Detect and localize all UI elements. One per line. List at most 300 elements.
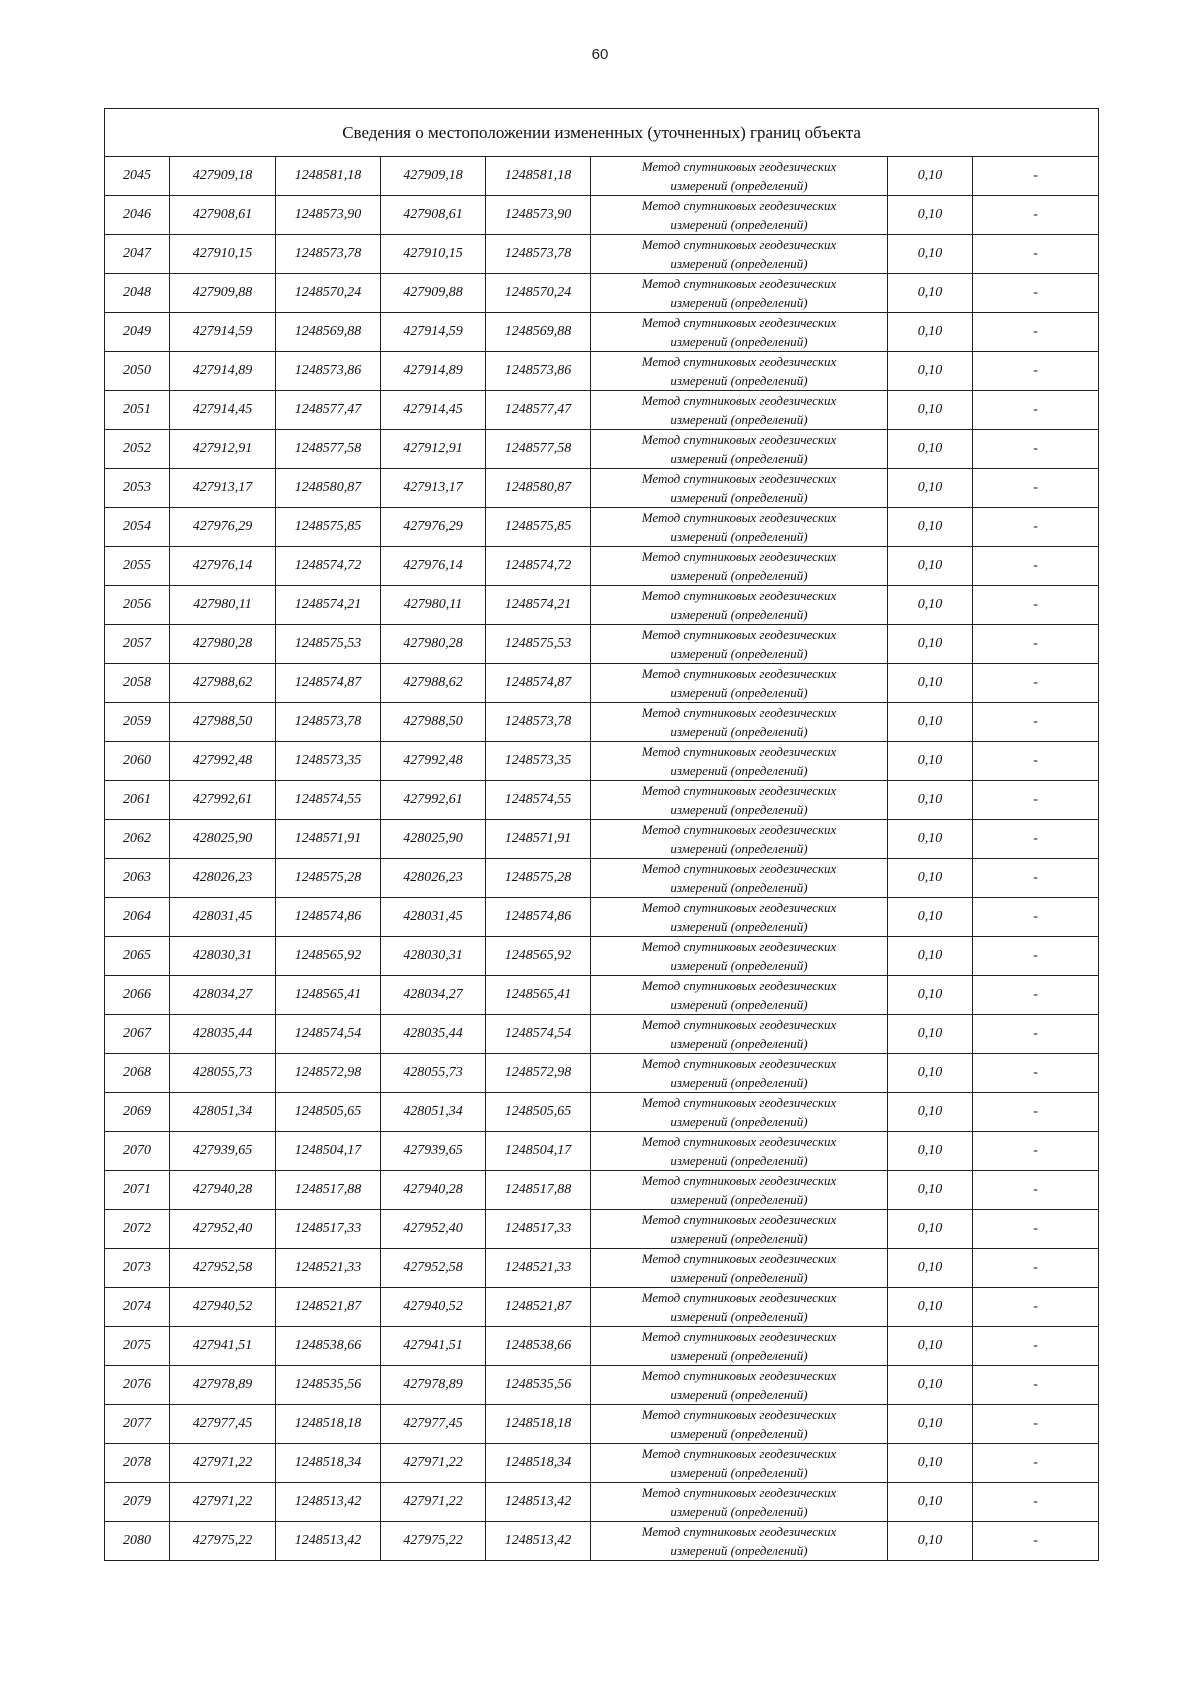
y-new-cell: 1248569,88	[486, 313, 591, 352]
method-line-2: измерений (определений)	[670, 1114, 808, 1129]
accuracy-cell: 0,10	[888, 391, 973, 430]
accuracy-cell: 0,10	[888, 1288, 973, 1327]
y-new-cell: 1248573,90	[486, 196, 591, 235]
method-line-1: Метод спутниковых геодезических	[641, 471, 837, 486]
x-existing-cell: 427914,89	[170, 352, 276, 391]
accuracy-cell: 0,10	[888, 1366, 973, 1405]
method-line-2: измерений (определений)	[670, 1192, 808, 1207]
method-line-2: измерений (определений)	[670, 607, 808, 622]
point-number-cell: 2069	[105, 1093, 170, 1132]
method-line-1: Метод спутниковых геодезических	[641, 393, 837, 408]
y-existing-cell: 1248505,65	[276, 1093, 381, 1132]
y-new-cell: 1248573,78	[486, 235, 591, 274]
description-cell: -	[973, 430, 1099, 469]
point-number-cell: 2065	[105, 937, 170, 976]
description-cell: -	[973, 274, 1099, 313]
table-row	[105, 391, 1099, 430]
accuracy-cell: 0,10	[888, 1522, 973, 1561]
y-new-cell: 1248573,78	[486, 703, 591, 742]
y-existing-cell: 1248574,72	[276, 547, 381, 586]
y-new-cell: 1248575,53	[486, 625, 591, 664]
method-line-1: Метод спутниковых геодезических	[641, 978, 837, 993]
method-cell	[591, 820, 888, 859]
y-new-cell: 1248518,18	[486, 1405, 591, 1444]
y-existing-cell: 1248573,90	[276, 196, 381, 235]
method-line-1: Метод спутниковых геодезических	[641, 705, 837, 720]
method-line-2: измерений (определений)	[670, 412, 808, 427]
description-cell: -	[973, 820, 1099, 859]
x-existing-cell: 427992,48	[170, 742, 276, 781]
x-new-cell: 427988,62	[381, 664, 486, 703]
method-cell	[591, 625, 888, 664]
method-cell	[591, 1444, 888, 1483]
x-existing-cell: 427980,28	[170, 625, 276, 664]
table-row	[105, 1288, 1099, 1327]
method-line-1: Метод спутниковых геодезических	[641, 237, 837, 252]
x-new-cell: 427976,29	[381, 508, 486, 547]
method-line-1: Метод спутниковых геодезических	[641, 354, 837, 369]
table-row	[105, 1444, 1099, 1483]
y-new-cell: 1248573,86	[486, 352, 591, 391]
table-row	[105, 547, 1099, 586]
y-existing-cell: 1248570,24	[276, 274, 381, 313]
accuracy-cell: 0,10	[888, 781, 973, 820]
x-existing-cell: 427914,59	[170, 313, 276, 352]
description-cell: -	[973, 937, 1099, 976]
table-row	[105, 313, 1099, 352]
y-existing-cell: 1248569,88	[276, 313, 381, 352]
method-line-1: Метод спутниковых геодезических	[641, 1407, 837, 1422]
accuracy-cell: 0,10	[888, 1093, 973, 1132]
y-new-cell: 1248505,65	[486, 1093, 591, 1132]
method-line-2: измерений (определений)	[670, 802, 808, 817]
point-number-cell: 2080	[105, 1522, 170, 1561]
description-cell: -	[973, 157, 1099, 196]
y-existing-cell: 1248521,87	[276, 1288, 381, 1327]
y-new-cell: 1248580,87	[486, 469, 591, 508]
description-cell: -	[973, 1522, 1099, 1561]
description-cell: -	[973, 352, 1099, 391]
table-row	[105, 1210, 1099, 1249]
x-existing-cell: 427909,88	[170, 274, 276, 313]
x-existing-cell: 427971,22	[170, 1483, 276, 1522]
table-row	[105, 274, 1099, 313]
x-existing-cell: 428030,31	[170, 937, 276, 976]
accuracy-cell: 0,10	[888, 586, 973, 625]
method-line-2: измерений (определений)	[670, 841, 808, 856]
table-row	[105, 1132, 1099, 1171]
point-number-cell: 2064	[105, 898, 170, 937]
accuracy-cell: 0,10	[888, 742, 973, 781]
y-existing-cell: 1248574,55	[276, 781, 381, 820]
x-new-cell: 427914,59	[381, 313, 486, 352]
x-new-cell: 427971,22	[381, 1483, 486, 1522]
method-cell	[591, 976, 888, 1015]
point-number-cell: 2067	[105, 1015, 170, 1054]
point-number-cell: 2051	[105, 391, 170, 430]
x-existing-cell: 427914,45	[170, 391, 276, 430]
x-new-cell: 428034,27	[381, 976, 486, 1015]
point-number-cell: 2073	[105, 1249, 170, 1288]
point-number-cell: 2055	[105, 547, 170, 586]
description-cell: -	[973, 898, 1099, 937]
table-row	[105, 1327, 1099, 1366]
description-cell: -	[973, 1015, 1099, 1054]
x-existing-cell: 427908,61	[170, 196, 276, 235]
method-line-2: измерений (определений)	[670, 568, 808, 583]
method-line-2: измерений (определений)	[670, 1231, 808, 1246]
x-existing-cell: 428031,45	[170, 898, 276, 937]
point-number-cell: 2046	[105, 196, 170, 235]
method-line-1: Метод спутниковых геодезических	[641, 1173, 837, 1188]
x-new-cell: 427914,45	[381, 391, 486, 430]
method-line-2: измерений (определений)	[670, 490, 808, 505]
description-cell: -	[973, 703, 1099, 742]
method-cell	[591, 1522, 888, 1561]
point-number-cell: 2077	[105, 1405, 170, 1444]
y-new-cell: 1248517,88	[486, 1171, 591, 1210]
accuracy-cell: 0,10	[888, 703, 973, 742]
table-row	[105, 430, 1099, 469]
method-line-1: Метод спутниковых геодезических	[641, 1290, 837, 1305]
point-number-cell: 2060	[105, 742, 170, 781]
x-new-cell: 427940,28	[381, 1171, 486, 1210]
y-existing-cell: 1248518,34	[276, 1444, 381, 1483]
point-number-cell: 2072	[105, 1210, 170, 1249]
y-new-cell: 1248517,33	[486, 1210, 591, 1249]
x-existing-cell: 427941,51	[170, 1327, 276, 1366]
y-new-cell: 1248513,42	[486, 1522, 591, 1561]
method-line-2: измерений (определений)	[670, 1153, 808, 1168]
accuracy-cell: 0,10	[888, 235, 973, 274]
x-existing-cell: 427912,91	[170, 430, 276, 469]
method-cell	[591, 1288, 888, 1327]
method-line-1: Метод спутниковых геодезических	[641, 159, 837, 174]
method-cell	[591, 703, 888, 742]
y-new-cell: 1248571,91	[486, 820, 591, 859]
table-row	[105, 664, 1099, 703]
description-cell: -	[973, 1054, 1099, 1093]
page-number: 60	[591, 46, 609, 63]
method-line-2: измерений (определений)	[670, 919, 808, 934]
table-row	[105, 1366, 1099, 1405]
method-line-2: измерений (определений)	[670, 529, 808, 544]
accuracy-cell: 0,10	[888, 274, 973, 313]
y-new-cell: 1248518,34	[486, 1444, 591, 1483]
y-existing-cell: 1248513,42	[276, 1483, 381, 1522]
method-line-1: Метод спутниковых геодезических	[641, 1368, 837, 1383]
x-existing-cell: 428034,27	[170, 976, 276, 1015]
y-new-cell: 1248574,55	[486, 781, 591, 820]
point-number-cell: 2047	[105, 235, 170, 274]
accuracy-cell: 0,10	[888, 352, 973, 391]
x-existing-cell: 427971,22	[170, 1444, 276, 1483]
description-cell: -	[973, 391, 1099, 430]
accuracy-cell: 0,10	[888, 1444, 973, 1483]
method-cell	[591, 430, 888, 469]
y-existing-cell: 1248517,33	[276, 1210, 381, 1249]
x-new-cell: 428026,23	[381, 859, 486, 898]
x-new-cell: 428055,73	[381, 1054, 486, 1093]
method-cell	[591, 391, 888, 430]
y-existing-cell: 1248571,91	[276, 820, 381, 859]
x-existing-cell: 427910,15	[170, 235, 276, 274]
y-existing-cell: 1248518,18	[276, 1405, 381, 1444]
y-existing-cell: 1248575,53	[276, 625, 381, 664]
point-number-cell: 2078	[105, 1444, 170, 1483]
accuracy-cell: 0,10	[888, 1132, 973, 1171]
method-line-1: Метод спутниковых геодезических	[641, 861, 837, 876]
x-new-cell: 427914,89	[381, 352, 486, 391]
method-line-2: измерений (определений)	[670, 1543, 808, 1558]
point-number-cell: 2050	[105, 352, 170, 391]
method-line-1: Метод спутниковых геодезических	[641, 666, 837, 681]
description-cell: -	[973, 1366, 1099, 1405]
table-row	[105, 625, 1099, 664]
y-new-cell: 1248577,47	[486, 391, 591, 430]
method-line-2: измерений (определений)	[670, 178, 808, 193]
description-cell: -	[973, 1171, 1099, 1210]
x-new-cell: 427988,50	[381, 703, 486, 742]
table-row	[105, 976, 1099, 1015]
y-new-cell: 1248521,33	[486, 1249, 591, 1288]
table-row	[105, 703, 1099, 742]
x-new-cell: 427941,51	[381, 1327, 486, 1366]
table-row	[105, 1249, 1099, 1288]
method-cell	[591, 313, 888, 352]
description-cell: -	[973, 1210, 1099, 1249]
table-row	[105, 196, 1099, 235]
point-number-cell: 2045	[105, 157, 170, 196]
method-line-2: измерений (определений)	[670, 1075, 808, 1090]
method-line-1: Метод спутниковых геодезических	[641, 1212, 837, 1227]
x-new-cell: 427909,18	[381, 157, 486, 196]
point-number-cell: 2079	[105, 1483, 170, 1522]
description-cell: -	[973, 1288, 1099, 1327]
y-new-cell: 1248538,66	[486, 1327, 591, 1366]
method-cell	[591, 469, 888, 508]
method-line-1: Метод спутниковых геодезических	[641, 276, 837, 291]
x-existing-cell: 427939,65	[170, 1132, 276, 1171]
point-number-cell: 2062	[105, 820, 170, 859]
method-line-1: Метод спутниковых геодезических	[641, 744, 837, 759]
x-new-cell: 427908,61	[381, 196, 486, 235]
method-line-2: измерений (определений)	[670, 1270, 808, 1285]
accuracy-cell: 0,10	[888, 1210, 973, 1249]
method-line-1: Метод спутниковых геодезических	[641, 1251, 837, 1266]
x-new-cell: 427977,45	[381, 1405, 486, 1444]
point-number-cell: 2066	[105, 976, 170, 1015]
method-line-1: Метод спутниковых геодезических	[641, 1329, 837, 1344]
x-new-cell: 427992,48	[381, 742, 486, 781]
method-cell	[591, 1132, 888, 1171]
x-new-cell: 428035,44	[381, 1015, 486, 1054]
description-cell: -	[973, 1327, 1099, 1366]
point-number-cell: 2070	[105, 1132, 170, 1171]
x-existing-cell: 428055,73	[170, 1054, 276, 1093]
x-existing-cell: 427940,52	[170, 1288, 276, 1327]
method-line-2: измерений (определений)	[670, 646, 808, 661]
table-row	[105, 937, 1099, 976]
y-existing-cell: 1248517,88	[276, 1171, 381, 1210]
method-cell	[591, 1015, 888, 1054]
y-existing-cell: 1248535,56	[276, 1366, 381, 1405]
y-new-cell: 1248572,98	[486, 1054, 591, 1093]
x-new-cell: 427952,58	[381, 1249, 486, 1288]
point-number-cell: 2061	[105, 781, 170, 820]
y-existing-cell: 1248580,87	[276, 469, 381, 508]
method-cell	[591, 781, 888, 820]
method-line-2: измерений (определений)	[670, 724, 808, 739]
table-row	[105, 859, 1099, 898]
method-line-1: Метод спутниковых геодезических	[641, 783, 837, 798]
point-number-cell: 2049	[105, 313, 170, 352]
x-new-cell: 427980,28	[381, 625, 486, 664]
y-new-cell: 1248565,92	[486, 937, 591, 976]
table-row	[105, 469, 1099, 508]
method-cell	[591, 859, 888, 898]
method-cell	[591, 586, 888, 625]
y-existing-cell: 1248504,17	[276, 1132, 381, 1171]
table-title: Сведения о местоположении измененных (уточненных) границ объекта	[105, 109, 1099, 157]
point-number-cell: 2058	[105, 664, 170, 703]
description-cell: -	[973, 859, 1099, 898]
method-cell	[591, 274, 888, 313]
y-new-cell: 1248513,42	[486, 1483, 591, 1522]
y-new-cell: 1248574,86	[486, 898, 591, 937]
accuracy-cell: 0,10	[888, 664, 973, 703]
y-existing-cell: 1248577,47	[276, 391, 381, 430]
method-cell	[591, 196, 888, 235]
x-existing-cell: 427909,18	[170, 157, 276, 196]
method-line-1: Метод спутниковых геодезических	[641, 1134, 837, 1149]
method-line-2: измерений (определений)	[670, 1387, 808, 1402]
method-cell	[591, 352, 888, 391]
table-row	[105, 1483, 1099, 1522]
y-new-cell: 1248574,21	[486, 586, 591, 625]
point-number-cell: 2052	[105, 430, 170, 469]
method-line-1: Метод спутниковых геодезических	[641, 588, 837, 603]
y-new-cell: 1248570,24	[486, 274, 591, 313]
point-number-cell: 2053	[105, 469, 170, 508]
boundary-table	[104, 108, 1099, 1561]
accuracy-cell: 0,10	[888, 1015, 973, 1054]
accuracy-cell: 0,10	[888, 1054, 973, 1093]
y-existing-cell: 1248575,28	[276, 859, 381, 898]
table-row	[105, 742, 1099, 781]
table-row	[105, 352, 1099, 391]
x-existing-cell: 427975,22	[170, 1522, 276, 1561]
accuracy-cell: 0,10	[888, 430, 973, 469]
y-new-cell: 1248535,56	[486, 1366, 591, 1405]
method-line-1: Метод спутниковых геодезических	[641, 1017, 837, 1032]
method-line-2: измерений (определений)	[670, 1309, 808, 1324]
x-new-cell: 427910,15	[381, 235, 486, 274]
method-line-2: измерений (определений)	[670, 1465, 808, 1480]
description-cell: -	[973, 235, 1099, 274]
method-line-2: измерений (определений)	[670, 256, 808, 271]
table-row	[105, 1171, 1099, 1210]
method-cell	[591, 1093, 888, 1132]
method-cell	[591, 1171, 888, 1210]
x-new-cell: 427978,89	[381, 1366, 486, 1405]
x-existing-cell: 427978,89	[170, 1366, 276, 1405]
description-cell: -	[973, 469, 1099, 508]
description-cell: -	[973, 742, 1099, 781]
accuracy-cell: 0,10	[888, 1249, 973, 1288]
method-line-2: измерений (определений)	[670, 1426, 808, 1441]
method-cell	[591, 1483, 888, 1522]
point-number-cell: 2071	[105, 1171, 170, 1210]
point-number-cell: 2057	[105, 625, 170, 664]
accuracy-cell: 0,10	[888, 937, 973, 976]
description-cell: -	[973, 1249, 1099, 1288]
point-number-cell: 2054	[105, 508, 170, 547]
x-existing-cell: 427952,40	[170, 1210, 276, 1249]
y-new-cell: 1248521,87	[486, 1288, 591, 1327]
accuracy-cell: 0,10	[888, 898, 973, 937]
method-line-2: измерений (определений)	[670, 217, 808, 232]
table-row	[105, 898, 1099, 937]
accuracy-cell: 0,10	[888, 196, 973, 235]
method-cell	[591, 898, 888, 937]
point-number-cell: 2076	[105, 1366, 170, 1405]
method-line-1: Метод спутниковых геодезических	[641, 900, 837, 915]
table-row	[105, 508, 1099, 547]
point-number-cell: 2074	[105, 1288, 170, 1327]
x-new-cell: 427980,11	[381, 586, 486, 625]
method-line-1: Метод спутниковых геодезических	[641, 1524, 837, 1539]
method-line-1: Метод спутниковых геодезических	[641, 510, 837, 525]
y-new-cell: 1248504,17	[486, 1132, 591, 1171]
table-row	[105, 586, 1099, 625]
x-new-cell: 427940,52	[381, 1288, 486, 1327]
x-new-cell: 427913,17	[381, 469, 486, 508]
y-new-cell: 1248575,28	[486, 859, 591, 898]
x-new-cell: 428025,90	[381, 820, 486, 859]
method-line-2: измерений (определений)	[670, 451, 808, 466]
method-cell	[591, 664, 888, 703]
method-line-1: Метод спутниковых геодезических	[641, 315, 837, 330]
method-line-2: измерений (определений)	[670, 1036, 808, 1051]
method-line-1: Метод спутниковых геодезических	[641, 939, 837, 954]
point-number-cell: 2063	[105, 859, 170, 898]
x-new-cell: 428051,34	[381, 1093, 486, 1132]
method-line-1: Метод спутниковых геодезических	[641, 549, 837, 564]
method-line-1: Метод спутниковых геодезических	[641, 1446, 837, 1461]
method-cell	[591, 157, 888, 196]
method-cell	[591, 547, 888, 586]
method-line-1: Метод спутниковых геодезических	[641, 627, 837, 642]
accuracy-cell: 0,10	[888, 1405, 973, 1444]
x-new-cell: 427909,88	[381, 274, 486, 313]
y-existing-cell: 1248513,42	[276, 1522, 381, 1561]
y-existing-cell: 1248573,86	[276, 352, 381, 391]
table-row	[105, 1522, 1099, 1561]
y-new-cell: 1248574,72	[486, 547, 591, 586]
y-new-cell: 1248577,58	[486, 430, 591, 469]
accuracy-cell: 0,10	[888, 469, 973, 508]
point-number-cell: 2059	[105, 703, 170, 742]
x-new-cell: 427992,61	[381, 781, 486, 820]
y-new-cell: 1248575,85	[486, 508, 591, 547]
accuracy-cell: 0,10	[888, 1171, 973, 1210]
description-cell: -	[973, 508, 1099, 547]
accuracy-cell: 0,10	[888, 820, 973, 859]
x-new-cell: 428031,45	[381, 898, 486, 937]
x-existing-cell: 428051,34	[170, 1093, 276, 1132]
method-line-2: измерений (определений)	[670, 997, 808, 1012]
